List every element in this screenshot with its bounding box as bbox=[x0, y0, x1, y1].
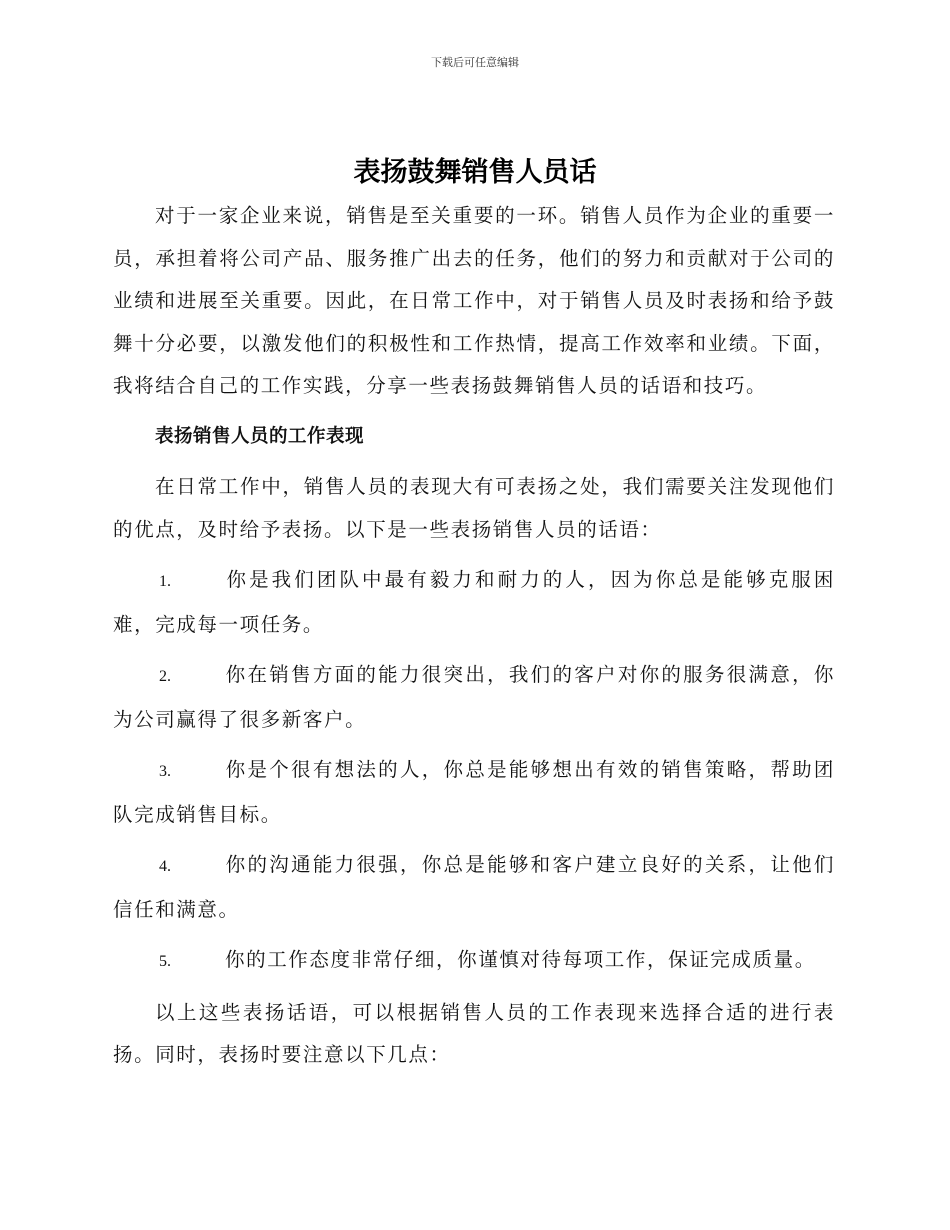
header-note: 下载后可任意编辑 bbox=[431, 56, 519, 69]
list-number: 3. bbox=[159, 763, 171, 780]
section-lead-paragraph: 在日常工作中，销售人员的表现大有可表扬之处，我们需要关注发现他们的优点，及时给予表扬。以下是一些表扬销售人员的话语： bbox=[113, 475, 835, 541]
list-item-text: 你是个很有想法的人，你总是能够想出有效的销售策略，帮助团队完成销售目标。 bbox=[113, 758, 835, 826]
list-item-text: 你在销售方面的能力很突出，我们的客户对你的服务很满意，你为公司赢得了很多新客户。 bbox=[113, 663, 835, 731]
list-item bbox=[113, 559, 835, 646]
list-number: 4. bbox=[159, 858, 171, 875]
list-item-text: 你的工作态度非常仔细，你谨慎对待每项工作，保证完成质量。 bbox=[225, 948, 816, 971]
intro-paragraph: 对于一家企业来说，销售是至关重要的一环。销售人员作为企业的重要一员，承担着将公司产品、服务推广出去的任务，他们的努力和贡献对于公司的业绩和进展至关重要。因此，在日常工作中，对于销售人员及时表扬和给予鼓舞十分必要，以激发他们的积极性和工作热情，提高工作效率和业绩。下面，我将结合自己的工作实践，分享一些表扬鼓舞销售人员的话语和技巧。 bbox=[113, 204, 835, 397]
document-body bbox=[113, 195, 835, 1077]
section-heading: 表扬销售人员的工作表现 bbox=[155, 425, 365, 447]
list-number: 1. bbox=[159, 573, 171, 590]
list-number: 2. bbox=[159, 668, 171, 685]
list-item bbox=[113, 939, 835, 984]
list-number: 5. bbox=[159, 953, 171, 970]
list-item-text: 你是我们团队中最有毅力和耐力的人，因为你总是能够克服困难，完成每一项任务。 bbox=[113, 568, 835, 636]
document-title: 表扬鼓舞销售人员话 bbox=[353, 157, 597, 188]
closing-paragraph: 以上这些表扬话语，可以根据销售人员的工作表现来选择合适的进行表扬。同时，表扬时要注意以下几点： bbox=[113, 1000, 835, 1066]
list-item bbox=[113, 654, 835, 741]
list-item bbox=[113, 749, 835, 836]
list-item-text: 你的沟通能力很强，你总是能够和客户建立良好的关系，让他们信任和满意。 bbox=[113, 853, 835, 921]
list-item bbox=[113, 844, 835, 931]
